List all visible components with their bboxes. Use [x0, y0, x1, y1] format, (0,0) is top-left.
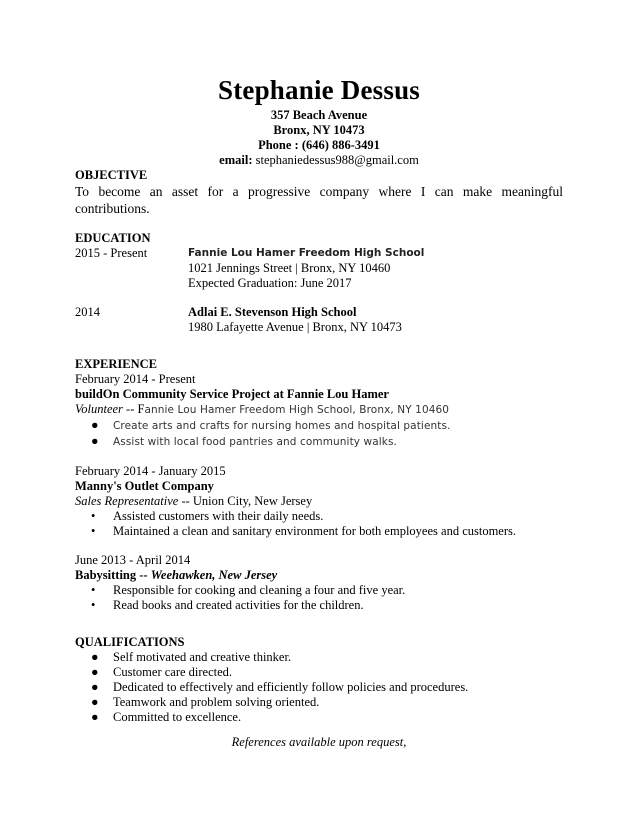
- list-item: • Maintained a clean and sanitary environment for both employees and customers.: [91, 524, 516, 538]
- job-location: Weehawken, New Jersey: [150, 568, 278, 582]
- experience-heading: EXPERIENCE: [75, 357, 157, 371]
- bullet-icon: •: [91, 509, 96, 523]
- resume-page: [75, 74, 563, 750]
- bullet-icon: •: [91, 583, 96, 597]
- job-organization-line: [75, 568, 563, 583]
- bullet-icon: •: [91, 524, 96, 538]
- references-note: References available upon request,: [231, 735, 407, 749]
- list-item: ● Committed to excellence.: [91, 710, 242, 724]
- job-role-line: [75, 402, 563, 418]
- list-item: ● Assist with local food pantries and community walks.: [91, 434, 397, 448]
- phone-number: Phone : (646) 886-3491: [258, 138, 380, 152]
- job-location: annie Lou Hamer Freedom High School, Bronx, NY 10460: [144, 404, 450, 416]
- email-label: email:: [219, 153, 253, 167]
- job-bullets: [75, 583, 563, 613]
- job-dates: February 2014 - January 2015: [75, 464, 226, 478]
- address-line-2: Bronx, NY 10473: [273, 123, 365, 137]
- job-entry: [75, 372, 563, 450]
- email-line: [75, 153, 563, 168]
- candidate-name: Stephanie Dessus: [218, 75, 420, 105]
- school-address: 1021 Jennings Street | Bronx, NY 10460: [188, 261, 391, 275]
- education-entry: [75, 305, 563, 335]
- school-name: Adlai E. Stevenson High School: [188, 305, 357, 319]
- contact-block: [75, 108, 563, 168]
- job-bullets: [75, 509, 563, 539]
- job-dates: June 2013 - April 2014: [75, 553, 191, 567]
- list-item: • Responsible for cooking and cleaning a four and five year.: [91, 583, 406, 597]
- list-item: ● Create arts and crafts for nursing homes and hospital patients.: [91, 418, 451, 432]
- job-bullets: [75, 418, 563, 450]
- qualifications-heading: QUALIFICATIONS: [75, 635, 185, 649]
- school-name: Fannie Lou Hamer Freedom High School: [188, 247, 425, 259]
- education-entry: [75, 246, 563, 291]
- address-line-1: 357 Beach Avenue: [270, 108, 368, 122]
- list-item: ● Self motivated and creative thinker.: [91, 650, 292, 664]
- qualifications-list: [75, 650, 563, 725]
- job-separator: -- F: [122, 402, 145, 416]
- job-organization: Babysitting --: [75, 568, 151, 582]
- objective-text: To become an asset for a progressive company where I can make meaningful contributions.: [75, 184, 563, 216]
- bullet-icon: ●: [91, 710, 99, 724]
- bullet-icon: ●: [91, 434, 99, 448]
- objective-heading: OBJECTIVE: [75, 168, 148, 182]
- list-item: ● Customer care directed.: [91, 665, 233, 679]
- job-separator: --: [178, 494, 193, 508]
- bullet-icon: ●: [91, 665, 99, 679]
- list-item: • Read books and created activities for the children.: [91, 598, 364, 612]
- job-organization: Manny's Outlet Company: [75, 479, 214, 493]
- job-entry: [75, 464, 563, 539]
- list-item: ● Teamwork and problem solving oriented.: [91, 695, 320, 709]
- job-role: Volunteer: [75, 402, 123, 416]
- bullet-icon: ●: [91, 680, 99, 694]
- list-item: ● Dedicated to effectively and efficiently follow policies and procedures.: [91, 680, 469, 694]
- bullet-icon: ●: [91, 650, 99, 664]
- job-organization: buildOn Community Service Project at Fannie Lou Hamer: [75, 387, 389, 401]
- bullet-icon: ●: [91, 695, 99, 709]
- bullet-icon: ●: [91, 418, 99, 432]
- bullet-icon: •: [91, 598, 96, 612]
- job-role: Sales Representative: [75, 494, 179, 508]
- job-entry: [75, 553, 563, 613]
- school-address: 1980 Lafayette Avenue | Bronx, NY 10473: [188, 320, 402, 334]
- job-role-line: [75, 494, 563, 509]
- education-heading: EDUCATION: [75, 231, 151, 245]
- email-address[interactable]: stephaniedessus988@gmail.com: [255, 153, 419, 167]
- job-dates: February 2014 - Present: [75, 372, 196, 386]
- expected-graduation: Expected Graduation: June 2017: [188, 276, 352, 290]
- job-location: Union City, New Jersey: [192, 494, 313, 508]
- education-date: 2015 - Present: [75, 246, 148, 260]
- education-date: 2014: [75, 305, 100, 319]
- list-item: • Assisted customers with their daily needs.: [91, 509, 324, 523]
